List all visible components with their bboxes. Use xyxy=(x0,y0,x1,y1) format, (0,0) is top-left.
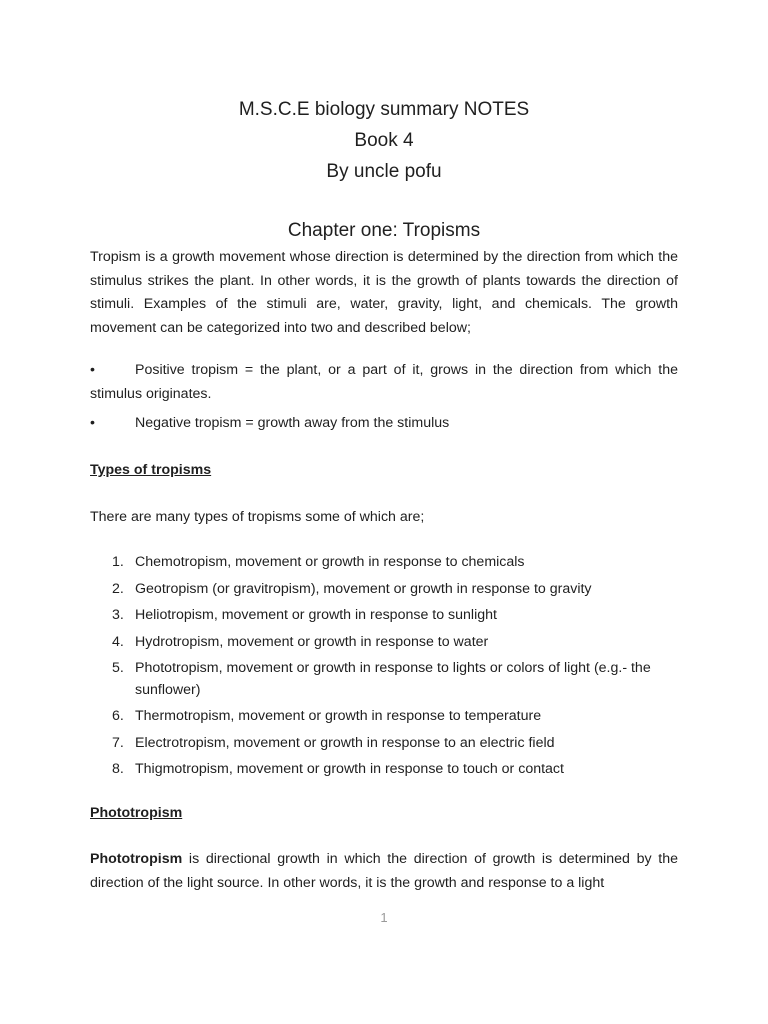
list-item-text: Thermotropism, movement or growth in response to temperature xyxy=(135,708,542,724)
list-number: 2. xyxy=(112,580,124,597)
bullet-text: Negative tropism = growth away from the stimulus xyxy=(135,415,450,431)
list-item xyxy=(90,759,678,781)
list-number: 4. xyxy=(112,633,124,650)
chapter-heading: Chapter one: Tropisms xyxy=(287,220,481,241)
list-item xyxy=(90,706,678,728)
list-item-text: Thigmotropism, movement or growth in response to touch or contact xyxy=(135,761,564,777)
bullet-marker: • xyxy=(90,415,95,431)
list-item-text: Hydrotropism, movement or growth in response to water xyxy=(135,633,489,650)
list-item-text: Electrotropism, movement or growth in response to an electric field xyxy=(135,734,555,751)
list-item-text: Geotropism (or gravitropism), movement or growth in response to gravity xyxy=(135,580,592,597)
phototropism-term: Phototropism xyxy=(90,851,183,867)
list-item-text: Phototropism, movement or growth in response to lights or colors of light (e.g.- the sunflower) xyxy=(135,660,651,698)
types-heading: Types of tropisms xyxy=(90,462,212,478)
list-number: 3. xyxy=(112,607,124,623)
phototropism-heading: Phototropism xyxy=(90,805,183,821)
list-item xyxy=(90,632,678,654)
list-number: 7. xyxy=(112,734,124,751)
title-line-1: M.S.C.E biology summary NOTES xyxy=(238,99,530,120)
tropism-types-list xyxy=(90,552,678,786)
types-intro-paragraph: There are many types of tropisms some of which are; xyxy=(90,509,425,525)
list-item xyxy=(90,552,678,574)
bullet-text: Positive tropism = the plant, or a part of it, grows in the direction from which the stimulus originates. xyxy=(90,362,678,402)
list-item xyxy=(90,579,678,601)
bullet-item xyxy=(90,412,678,436)
list-item xyxy=(90,658,678,701)
title-line-3: By uncle pofu xyxy=(326,161,442,182)
list-item xyxy=(90,605,678,627)
bullet-item xyxy=(90,359,678,406)
list-number: 8. xyxy=(112,761,124,777)
list-number: 1. xyxy=(112,554,124,570)
bullet-marker: • xyxy=(90,362,95,378)
list-number: 6. xyxy=(112,708,124,724)
chapter-intro-paragraph: Tropism is a growth movement whose direction is determined by the direction from which the stimulus strikes the plant. In other words, it is the growth of plants towards the direction of stimuli. Examples of the stimuli are, water, gravity, light, and chemicals. The growth movement can be categorized into two and described below; xyxy=(90,249,678,336)
list-item-text: Chemotropism, movement or growth in response to chemicals xyxy=(135,554,525,570)
page-number: 1 xyxy=(380,910,388,925)
list-item xyxy=(90,733,678,755)
document-title xyxy=(0,94,768,187)
title-line-2: Book 4 xyxy=(354,130,414,151)
list-number: 5. xyxy=(112,660,124,676)
phototropism-description: is directional growth in which the direction of growth is determined by the direction of the light source. In other words, it is the growth and response to a light xyxy=(90,851,678,891)
phototropism-paragraph xyxy=(90,848,678,895)
list-item-text: Heliotropism, movement or growth in response to sunlight xyxy=(135,607,497,623)
